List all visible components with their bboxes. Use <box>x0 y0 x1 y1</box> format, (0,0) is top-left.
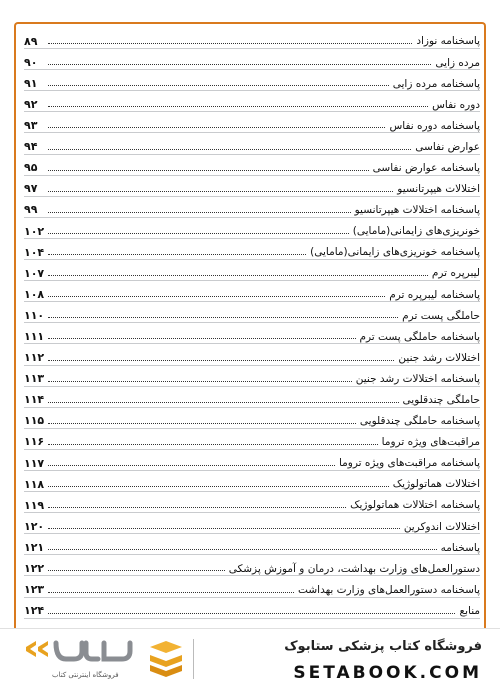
dot-leader <box>48 295 385 297</box>
toc-entry-page-number: ۹۴ <box>24 140 38 154</box>
toc-entry-page-number: ۱۱۷ <box>24 456 45 470</box>
dot-leader <box>48 316 398 318</box>
toc-entry-title: اختلالات رشد جنین <box>398 351 480 364</box>
toc-entry-title: مراقبت‌های ویژه تروما <box>381 436 480 449</box>
toc-entry[interactable] <box>24 387 480 408</box>
toc-entry[interactable] <box>24 281 480 302</box>
toc-entry-page-number: ۱۱۶ <box>24 435 45 449</box>
toc-entry-page-number: ۱۰۴ <box>24 245 45 259</box>
dot-leader <box>48 253 306 255</box>
toc-entry[interactable] <box>24 576 480 597</box>
dot-leader <box>48 105 428 107</box>
toc-entry-page-number: ۹۲ <box>24 97 38 111</box>
toc-entry-page-number: ۱۱۰ <box>24 308 45 322</box>
toc-entry-title: پاسخنامه اختلالات رشد جنین <box>355 372 480 385</box>
toc-entry-title: منابع <box>459 604 480 617</box>
toc-entry-page-number: ۹۳ <box>24 119 38 133</box>
dot-leader <box>48 422 356 424</box>
toc-entry[interactable] <box>24 91 480 112</box>
toc-entry-title: پاسخنامه لیبرپره ترم <box>389 288 480 301</box>
footer-banner <box>0 628 500 688</box>
toc-entry-page-number: ۱۰۲ <box>24 224 45 238</box>
toc-entry-page-number: ۱۱۱ <box>24 330 45 344</box>
toc-entry-page-number: ۱۱۳ <box>24 372 45 386</box>
toc-entry-title: پاسخنامه اختلالات هماتولوژیک <box>350 499 480 512</box>
toc-entry-title: دستورالعمل‌های وزارت بهداشت، درمان و آموزش پزشکی <box>228 562 480 575</box>
toc-entry-title: اختلالات هیپرتانسیو <box>397 183 480 196</box>
dot-leader <box>48 485 389 487</box>
toc-entry-page-number: ۱۱۵ <box>24 414 45 428</box>
dot-leader <box>48 232 349 234</box>
toc-entry-page-number: ۱۲۰ <box>24 519 45 533</box>
toc-entry-page-number: ۱۱۴ <box>24 393 45 407</box>
toc-entry[interactable] <box>24 534 480 555</box>
toc-entry-page-number: ۱۲۲ <box>24 562 45 576</box>
toc-entry-title: پاسخنامه اختلالات هیپرتانسیو <box>354 204 480 217</box>
toc-entry[interactable] <box>24 155 480 176</box>
dot-leader <box>48 169 369 171</box>
toc-entry[interactable] <box>24 112 480 133</box>
toc-entry-title: حاملگی چندقلویی <box>402 394 480 406</box>
toc-entry-title: پاسخنامه مراقبت‌های ویژه تروما <box>338 457 480 470</box>
toc-entry-title: اختلالات اندوکرین <box>403 520 480 533</box>
dot-leader <box>48 569 225 571</box>
dot-leader <box>48 126 385 128</box>
toc-entry[interactable] <box>24 513 480 534</box>
brand-tagline: فروشگاه اینترنتی کتاب <box>52 671 119 679</box>
setabook-logo-icon <box>22 637 140 671</box>
dot-leader <box>48 190 393 192</box>
toc-entry-title: لیبرپره ترم <box>431 267 480 280</box>
toc-entry-page-number: ۹۵ <box>24 161 38 175</box>
dot-leader <box>48 401 399 403</box>
toc-entry-title: پاسخنامه خونریزی‌های زایمانی(مامایی) <box>310 246 480 259</box>
setabook-wordmark[interactable] <box>22 637 140 679</box>
table-of-contents <box>24 28 480 619</box>
toc-entry[interactable] <box>24 471 480 492</box>
toc-entry-page-number: ۱۱۸ <box>24 477 45 491</box>
footer-divider <box>193 639 194 679</box>
toc-entry-page-number: ۹۱ <box>24 76 38 90</box>
toc-entry-title: مرده زایی <box>435 56 480 69</box>
toc-entry-page-number: ۱۲۳ <box>24 583 45 597</box>
toc-entry[interactable] <box>24 598 480 619</box>
toc-entry[interactable] <box>24 429 480 450</box>
toc-entry-title: دوره نفاس <box>432 98 480 111</box>
toc-entry[interactable] <box>24 555 480 576</box>
toc-entry-page-number: ۸۹ <box>24 34 38 48</box>
dot-leader <box>48 274 428 276</box>
dot-leader <box>48 443 378 445</box>
toc-entry-title: حاملگی پست ترم <box>402 309 480 322</box>
toc-entry-page-number: ۱۰۷ <box>24 266 45 280</box>
toc-entry-title: پاسخنامه دوره نفاس <box>389 119 480 132</box>
toc-entry[interactable] <box>24 366 480 387</box>
toc-entry-title: پاسخنامه حاملگی چندقلویی <box>359 415 480 428</box>
dot-leader <box>48 148 411 150</box>
toc-entry-title: پاسخنامه دستورالعمل‌های وزارت بهداشت <box>298 583 480 596</box>
toc-entry[interactable] <box>24 197 480 218</box>
toc-entry[interactable] <box>24 49 480 70</box>
dot-leader <box>48 380 352 382</box>
toc-entry-page-number: ۱۰۸ <box>24 287 45 301</box>
toc-entry[interactable] <box>24 492 480 513</box>
toc-entry-title: پاسخنامه عوارض نفاسی <box>372 161 480 174</box>
toc-entry-page-number: ۱۱۲ <box>24 351 45 365</box>
dot-leader <box>48 527 400 529</box>
dot-leader <box>48 612 455 614</box>
dot-leader <box>48 506 346 508</box>
toc-entry[interactable] <box>24 302 480 323</box>
dot-leader <box>48 359 394 361</box>
toc-entry-title: پاسخنامه نوزاد <box>416 35 480 48</box>
dot-leader <box>48 211 351 213</box>
dot-leader <box>48 42 412 44</box>
dot-leader <box>48 84 389 86</box>
toc-entry[interactable] <box>24 260 480 281</box>
toc-entry[interactable] <box>24 408 480 429</box>
toc-entry-page-number: ۹۰ <box>24 55 38 69</box>
toc-entry-title: پاسخنامه <box>440 541 480 554</box>
toc-entry[interactable] <box>24 344 480 365</box>
dot-leader <box>48 464 335 466</box>
dot-leader <box>48 63 431 65</box>
toc-entry[interactable] <box>24 176 480 197</box>
toc-entry-title: پاسخنامه حاملگی پست ترم <box>359 330 480 343</box>
toc-entry-title: اختلالات هماتولوژیک <box>392 478 480 491</box>
book-stack-icon <box>148 639 184 679</box>
dot-leader <box>48 337 356 339</box>
toc-entry-title: عوارض نفاسی <box>415 140 480 153</box>
toc-entry[interactable] <box>24 133 480 154</box>
toc-entry[interactable] <box>24 323 480 344</box>
dot-leader <box>48 548 437 550</box>
shop-name: فروشگاه کتاب پزشکی ستابوک <box>284 639 482 654</box>
toc-entry[interactable] <box>24 239 480 260</box>
shop-url-link[interactable]: SETABOOK.COM <box>293 663 482 683</box>
toc-entry[interactable] <box>24 70 480 91</box>
toc-entry-page-number: ۱۱۹ <box>24 498 45 512</box>
toc-entry[interactable] <box>24 28 480 49</box>
toc-entry-title: پاسخنامه مرده زایی <box>392 77 480 90</box>
toc-entry-page-number: ۹۷ <box>24 182 38 196</box>
toc-entry-title: خونریزی‌های زایمانی(مامایی) <box>352 225 480 238</box>
toc-entry-page-number: ۱۲۴ <box>24 604 45 618</box>
dot-leader <box>48 591 294 593</box>
toc-entry-page-number: ۹۹ <box>24 203 38 217</box>
toc-entry-page-number: ۱۲۱ <box>24 540 45 554</box>
toc-entry[interactable] <box>24 450 480 471</box>
toc-entry[interactable] <box>24 218 480 239</box>
